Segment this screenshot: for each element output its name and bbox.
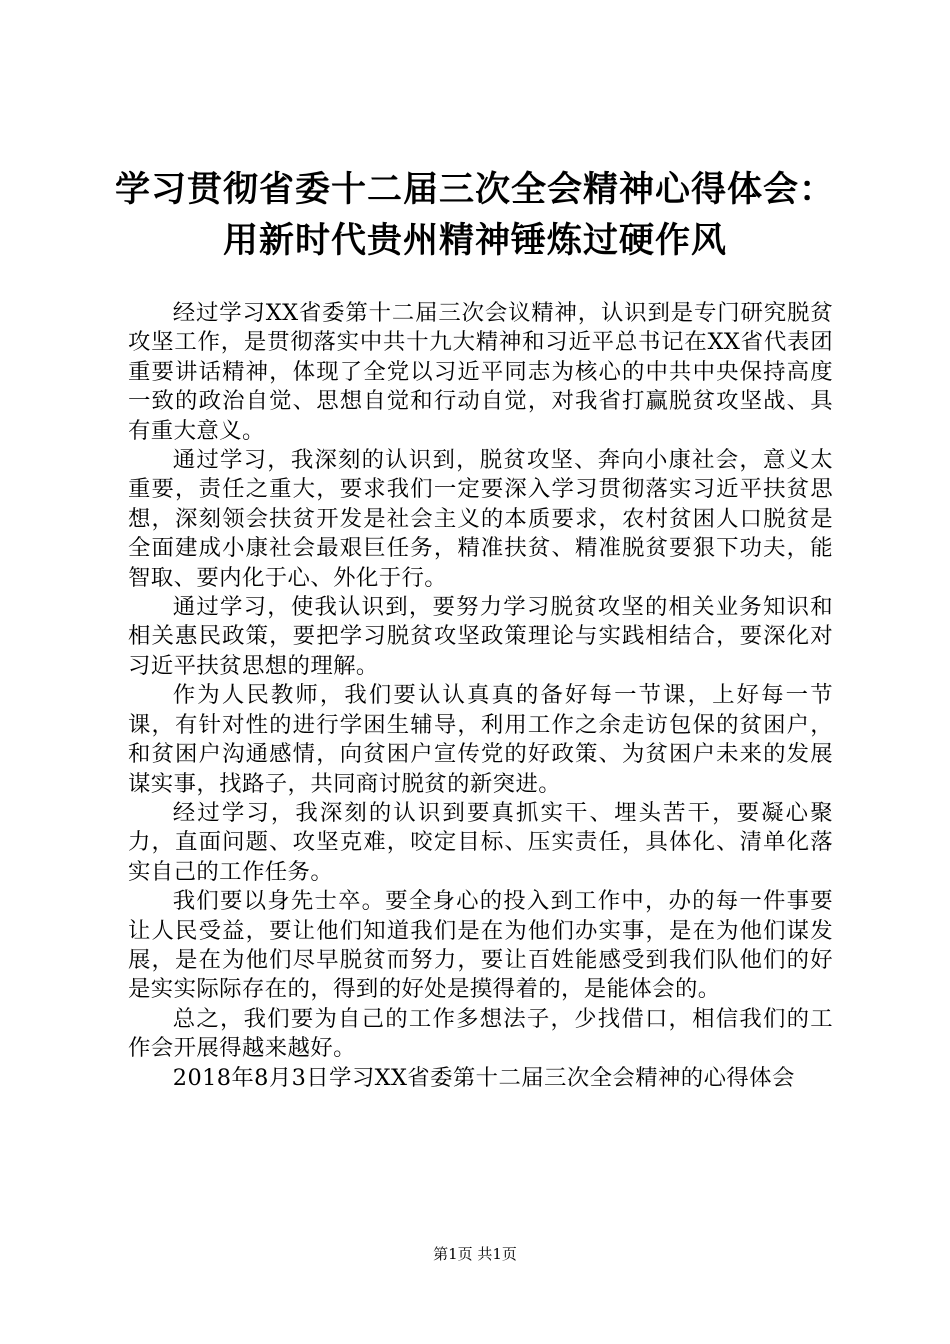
document-title-line-2: 用新时代贵州精神锤炼过硬作风 [222,221,727,261]
paragraph-3: 通过学习，使我认识到，要努力学习脱贫攻坚的相关业务知识和相关惠民政策，要把学习脱贫攻坚政策理论与实践相结合，要深化对习近平扶贫思想的理解。 [128,594,833,679]
paragraph-1: 经过学习XX省委第十二届三次会议精神，认识到是专门研究脱贫攻坚工作，是贯彻落实中共十九大精神和习近平总书记在XX省代表团重要讲话精神，体现了全党以习近平同志为核心的中共中央保持高度一致的政治自觉、思想自觉和行动自觉，对我省打赢脱贫攻坚战、具有重大意义。 [128,300,833,444]
paragraph-6: 我们要以身先士卒。要全身心的投入到工作中，办的每一件事要让人民受益，要让他们知道我们是在为他们办实事，是在为他们谋发展，是在为他们尽早脱贫而努力，要让百姓能感受到我们队他们的好是实实际际存在的，得到的好处是摸得着的，是能体会的。 [128,888,833,1003]
page-number: 第1页 [433,1245,473,1263]
paragraph-date-closing: 2018年8月3日学习XX省委第十二届三次全会精神的心得体会 [172,1064,795,1091]
paragraph-4: 作为人民教师，我们要认认真真的备好每一节课，上好每一节课，有针对性的进行学困生辅导，利用工作之余走访包保的贫困户，和贫困户沟通感情，向贫困户宣传党的好政策、为贫困户未来的发展谋实事，找路子，共同商讨脱贫的新突进。 [128,682,833,797]
page-total: 共1页 [477,1245,517,1263]
paragraph-7: 总之，我们要为自己的工作多想法子，少找借口，相信我们的工作会开展得越来越好。 [128,1005,833,1062]
document-title-line-1: 学习贯彻省委十二届三次全会精神心得体会： [114,170,835,210]
document-body [128,299,833,1093]
page-footer [0,1244,950,1264]
paragraph-5: 经过学习，我深刻的认识到要真抓实干、埋头苦干，要凝心聚力，直面问题、攻坚克难，咬定目标、压实责任，具体化、清单化落实自己的工作任务。 [128,799,833,885]
paragraph-2: 通过学习，我深刻的认识到，脱贫攻坚、奔向小康社会，意义太重要，责任之重大，要求我们一定要深入学习贯彻落实习近平扶贫思想，深刻领会扶贫开发是社会主义的本质要求，农村贫困人口脱贫是全面建成小康社会最艰巨任务，精准扶贫、精准脱贫要狠下功夫，能智取、要内化于心、外化于行。 [128,447,833,591]
